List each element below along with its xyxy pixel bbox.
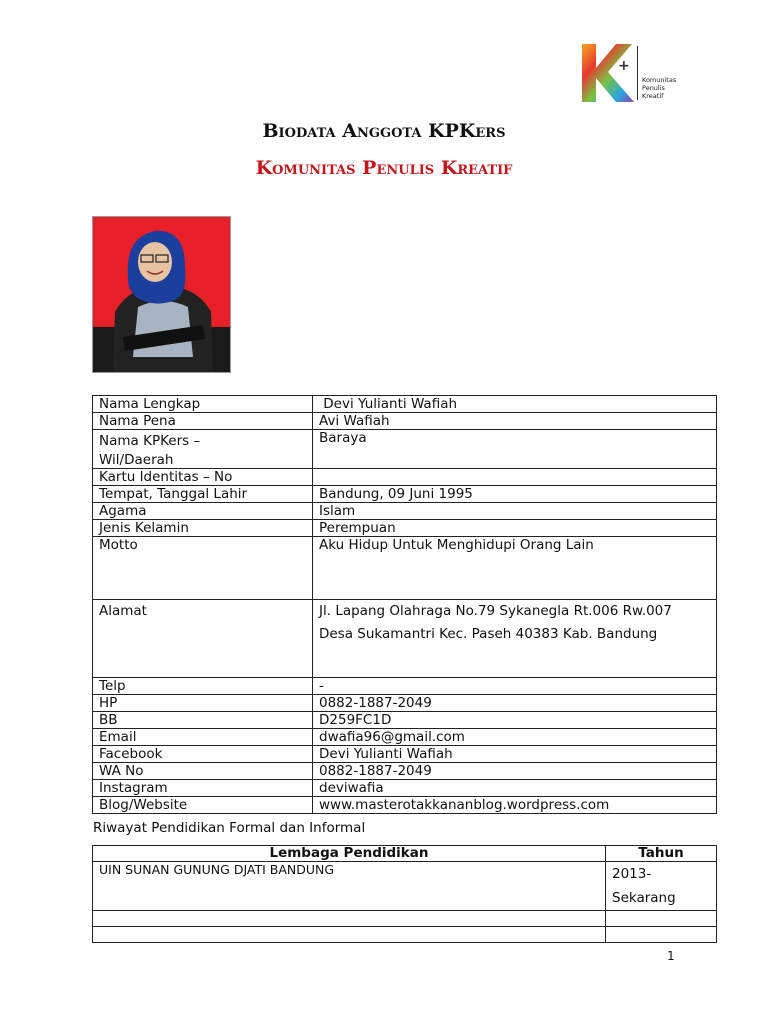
table-row	[93, 503, 717, 520]
table-row	[93, 729, 717, 746]
bio-label: Motto	[93, 537, 313, 600]
table-row	[93, 537, 717, 600]
year-cell	[606, 927, 717, 943]
bio-value: Baraya	[313, 430, 717, 469]
kpk-logo	[578, 40, 688, 106]
table-row	[93, 695, 717, 712]
year-line: 2013-	[612, 866, 652, 882]
bio-value: Islam	[313, 503, 717, 520]
institution-cell	[93, 927, 606, 943]
bio-label: Email	[93, 729, 313, 746]
bio-value: 0882-1887-2049	[313, 695, 717, 712]
k-logo-icon	[578, 40, 636, 106]
bio-label: WA No	[93, 763, 313, 780]
table-row	[93, 469, 717, 486]
table-row	[93, 927, 717, 943]
page-subtitle: Komunitas Penulis Kreatif	[255, 157, 513, 179]
institution-cell	[93, 911, 606, 927]
bio-value	[313, 600, 717, 678]
bio-value: Bandung, 09 Juni 1995	[313, 486, 717, 503]
table-row	[93, 862, 717, 911]
bio-label: Facebook	[93, 746, 313, 763]
logo-line-1: Komunitas	[642, 76, 677, 84]
bio-label: Blog/Website	[93, 797, 313, 814]
bio-value: deviwafia	[313, 780, 717, 797]
table-row	[93, 413, 717, 430]
bio-label-line: Nama KPKers –	[99, 433, 201, 449]
logo-plus: +	[618, 58, 630, 74]
table-row	[93, 678, 717, 695]
bio-value: Devi Yulianti Wafiah	[313, 396, 717, 413]
address-line: Jl. Lapang Olahraga No.79 Sykanegla Rt.006 Rw.007	[319, 603, 672, 619]
bio-value: -	[313, 678, 717, 695]
member-photo	[92, 216, 231, 373]
bio-label: Kartu Identitas – No	[93, 469, 313, 486]
bio-label	[93, 430, 313, 469]
year-cell	[606, 862, 717, 911]
table-row	[93, 797, 717, 814]
table-row	[93, 780, 717, 797]
logo-line-3: Kreatif	[642, 92, 664, 100]
page-number: 1	[667, 949, 675, 963]
institution-cell: UIN SUNAN GUNUNG DJATI BANDUNG	[93, 862, 606, 911]
table-row	[93, 712, 717, 729]
bio-label-line: Wil/Daerah	[99, 452, 174, 468]
bio-label: Agama	[93, 503, 313, 520]
education-table	[92, 845, 717, 943]
bio-value	[313, 469, 717, 486]
bio-label: HP	[93, 695, 313, 712]
biodata-table	[92, 395, 717, 814]
table-row	[93, 746, 717, 763]
table-row	[93, 600, 717, 678]
bio-value: D259FC1D	[313, 712, 717, 729]
table-row	[93, 520, 717, 537]
page-title: Biodata Anggota KPKers	[262, 120, 506, 142]
bio-value: Avi Wafiah	[313, 413, 717, 430]
photo-icon	[93, 217, 231, 373]
bio-value: www.masterotakkananblog.wordpress.com	[313, 797, 717, 814]
bio-value: Perempuan	[313, 520, 717, 537]
bio-label: Alamat	[93, 600, 313, 678]
bio-value: 0882-1887-2049	[313, 763, 717, 780]
table-row	[93, 763, 717, 780]
logo-text	[642, 76, 676, 100]
bio-label: Tempat, Tanggal Lahir	[93, 486, 313, 503]
bio-value: Aku Hidup Untuk Menghidupi Orang Lain	[313, 537, 717, 600]
table-header-row	[93, 846, 717, 862]
column-header-year: Tahun	[606, 846, 717, 862]
year-line: Sekarang	[612, 890, 676, 906]
table-row	[93, 396, 717, 413]
column-header-institution: Lembaga Pendidikan	[93, 846, 606, 862]
bio-label: Nama Lengkap	[93, 396, 313, 413]
table-row	[93, 486, 717, 503]
bio-label: Telp	[93, 678, 313, 695]
table-row	[93, 430, 717, 469]
bio-label: Jenis Kelamin	[93, 520, 313, 537]
bio-label: Instagram	[93, 780, 313, 797]
education-section-label: Riwayat Pendidikan Formal dan Informal	[93, 820, 366, 836]
bio-value: dwafia96@gmail.com	[313, 729, 717, 746]
logo-divider	[637, 46, 638, 100]
bio-label: Nama Pena	[93, 413, 313, 430]
bio-value: Devi Yulianti Wafiah	[313, 746, 717, 763]
address-line: Desa Sukamantri Kec. Paseh 40383 Kab. Bandung	[319, 626, 658, 642]
table-row	[93, 911, 717, 927]
bio-label: BB	[93, 712, 313, 729]
logo-line-2: Penulis	[642, 84, 665, 92]
year-cell	[606, 911, 717, 927]
